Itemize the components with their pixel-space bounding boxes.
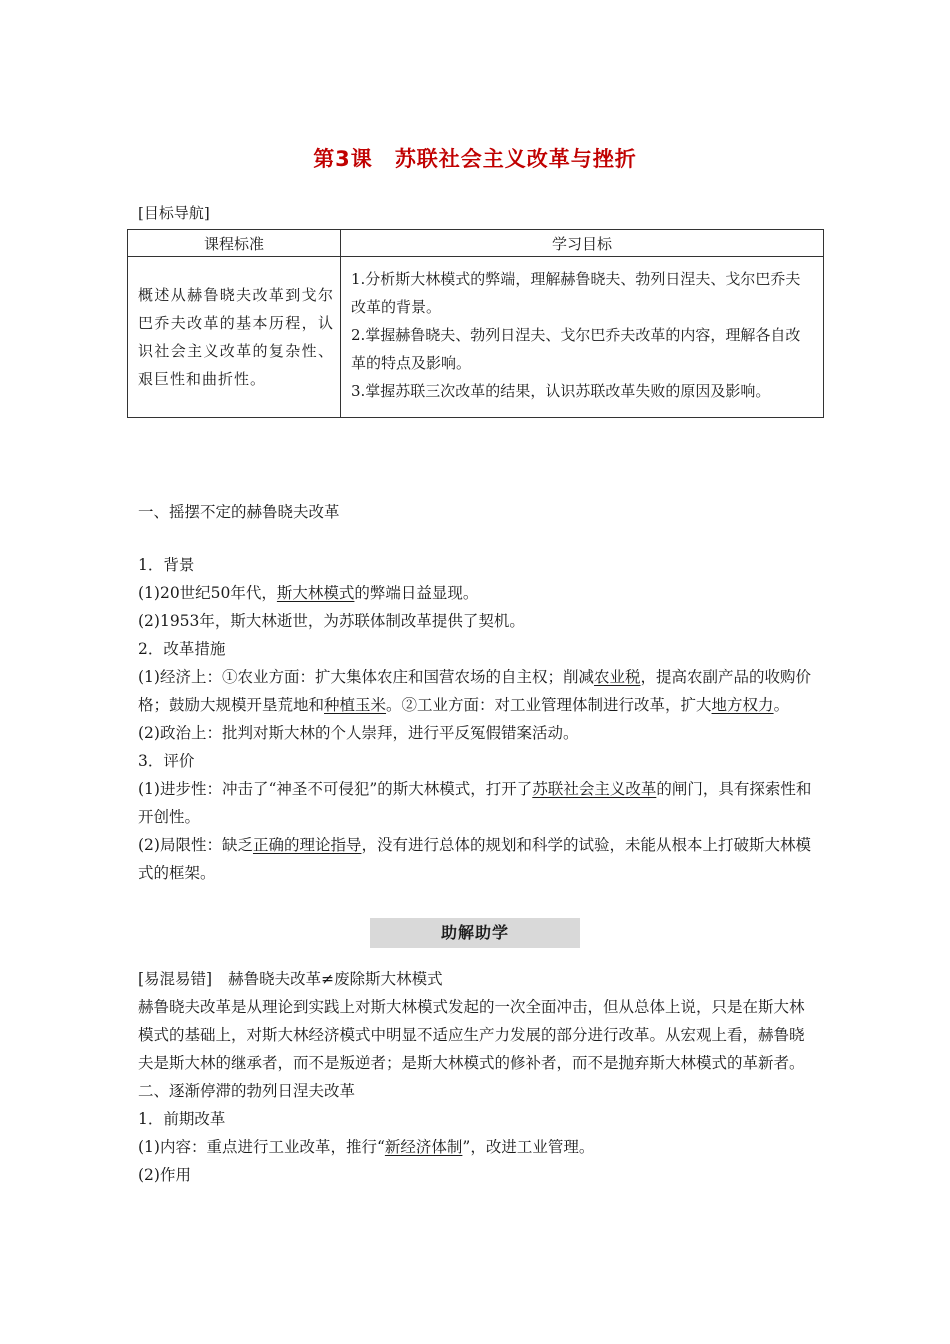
goals-table — [127, 229, 824, 418]
course-standard-cell: 概述从赫鲁晓夫改革到戈尔巴乔夫改革的基本历程，认识社会主义改革的复杂性、艰巨性和曲折性。 — [128, 257, 341, 418]
section1-heading: 一、摇摆不定的赫鲁晓夫改革 — [138, 503, 340, 521]
goal-nav-label: [目标导航] — [138, 204, 210, 222]
objective-item: 2.掌握赫鲁晓夫、勃列日涅夫、戈尔巴乔夫改革的内容，理解各自改革的特点及影响。 — [351, 326, 801, 372]
learning-objectives-cell — [341, 257, 824, 418]
goals-table-row — [128, 257, 824, 418]
early-reform-effect: (2)作用 — [138, 1166, 191, 1184]
study-aid-banner: 助解助学 — [370, 918, 580, 948]
early-reform-title: 1．前期改革 — [138, 1110, 226, 1128]
evaluation-limitation: (2)局限性：缺乏正确的理论指导，没有进行总体的规划和科学的试验，未能从根本上打破斯大林模式的框架。 — [138, 836, 811, 882]
answer-blank: 农业税 — [593, 668, 641, 686]
section1-content — [138, 551, 814, 887]
tip-tag: [易混易错] — [138, 970, 213, 988]
evaluation-progress: (1)进步性：冲击了“神圣不可侵犯”的斯大林模式，打开了苏联社会主义改革的闸门，具有探索性和开创性。 — [138, 780, 812, 826]
answer-blank: 地方权力 — [711, 696, 774, 714]
tip-text: 赫鲁晓夫改革是从理论到实践上对斯大林模式发起的一次全面冲击，但从总体上说，只是在斯大林模式的基础上，对斯大林经济模式中明显不适应生产力发展的部分进行改革。从宏观上看，赫鲁晓夫是斯大林的继承者，而不是叛逆者；是斯大林模式的修补者，而不是抛弃斯大林模式的革新者。 — [138, 998, 805, 1072]
background-item-1: (1)20世纪50年代，斯大林模式的弊端日益显现。 — [138, 584, 479, 602]
early-reform-content: (1)内容：重点进行工业改革，推行“新经济体制”，改进工业管理。 — [138, 1138, 595, 1156]
header-learning-objectives: 学习目标 — [341, 230, 824, 257]
background-item-2: (2)1953年，斯大林逝世，为苏联体制改革提供了契机。 — [138, 612, 525, 630]
evaluation-title: 3．评价 — [138, 752, 195, 770]
goals-table-header-row — [128, 230, 824, 257]
page-title — [0, 143, 950, 173]
objective-item: 3.掌握苏联三次改革的结果，认识苏联改革失败的原因及影响。 — [351, 382, 771, 400]
answer-blank: 新经济体制 — [384, 1138, 463, 1156]
measures-title: 2．改革措施 — [138, 640, 226, 658]
answer-blank: 苏联社会主义改革 — [532, 780, 657, 798]
section2-heading: 二、逐渐停滞的勃列日涅夫改革 — [138, 1082, 356, 1100]
tip-title: 赫鲁晓夫改革≠废除斯大林模式 — [228, 970, 443, 988]
answer-blank: 斯大林模式 — [276, 584, 355, 602]
objective-item: 1.分析斯大林模式的弊端，理解赫鲁晓夫、勃列日涅夫、戈尔巴乔夫改革的背景。 — [351, 270, 801, 316]
tip-block — [138, 965, 814, 1189]
answer-blank: 正确的理论指导 — [252, 836, 362, 854]
measure-politics: (2)政治上：批判对斯大林的个人崇拜，进行平反冤假错案活动。 — [138, 724, 579, 742]
lesson-name: 苏联社会主义改革与挫折 — [394, 147, 637, 171]
background-title: 1．背景 — [138, 556, 195, 574]
tip-heading — [138, 965, 814, 993]
lesson-number: 第3课 — [313, 147, 373, 171]
measure-economy: (1)经济上：①农业方面：扩大集体农庄和国营农场的自主权；削减农业税，提高农副产品的收购价格；鼓励大规模开垦荒地和种植玉米。②工业方面：对工业管理体制进行改革，扩大地方权力。 — [138, 668, 811, 714]
header-course-standard: 课程标准 — [128, 230, 341, 257]
answer-blank: 种植玉米 — [324, 696, 387, 714]
